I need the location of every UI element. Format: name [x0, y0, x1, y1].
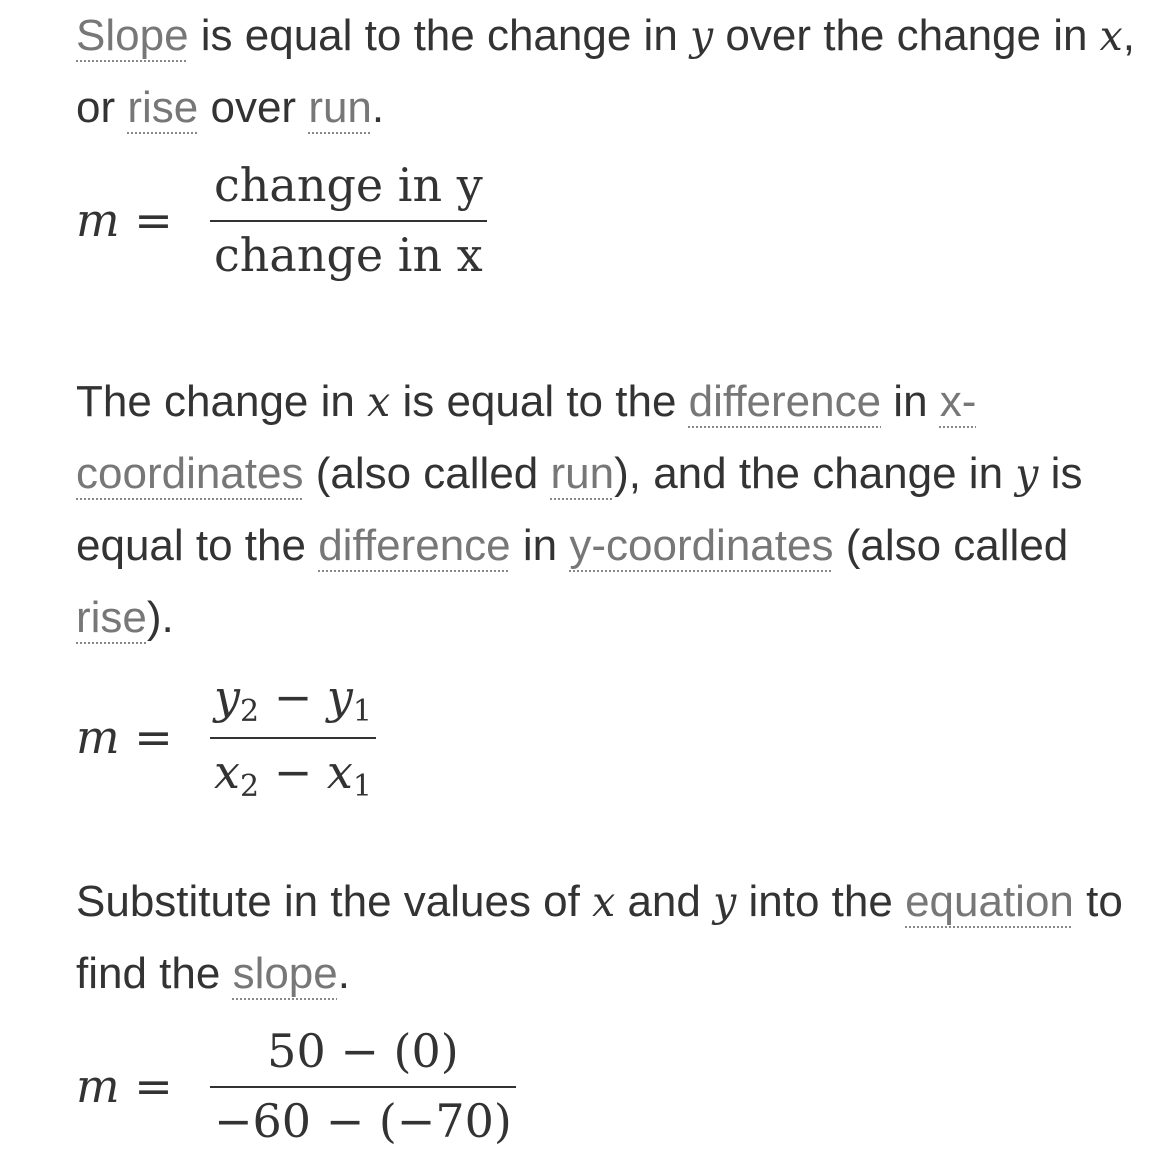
text-run: ).: [146, 593, 174, 642]
math-var-x: x: [214, 745, 240, 799]
minus-operator: −: [259, 670, 327, 724]
text-run: .: [371, 83, 385, 132]
fraction-numerator: [210, 670, 376, 729]
term-link-run[interactable]: run: [308, 83, 372, 132]
fraction-numerator: 50 − (0): [267, 1024, 459, 1078]
term-link-rise[interactable]: rise: [76, 593, 147, 642]
fraction-numerator: change in y: [214, 158, 483, 212]
fraction-bar: [210, 1086, 516, 1088]
text-run: Substitute in the values of: [76, 877, 593, 926]
term-link-equation[interactable]: equation: [905, 877, 1074, 926]
text-run: is equal to the: [390, 377, 689, 426]
paragraph-substitute-instruction: [76, 866, 1136, 1010]
term-link-run[interactable]: run: [550, 449, 615, 498]
text-run: over: [198, 83, 309, 132]
fraction-bar: [210, 220, 487, 222]
equation-slope-words: [76, 158, 487, 282]
text-run: , or: [76, 11, 1136, 132]
equation-lhs: [76, 710, 210, 764]
paragraph-change-explanation: [76, 366, 1136, 654]
fraction: [210, 670, 376, 804]
math-var-y: y: [1015, 450, 1039, 498]
math-var-m: m: [76, 710, 120, 764]
term-link-slope[interactable]: slope: [232, 949, 338, 998]
term-link-difference[interactable]: difference: [318, 521, 511, 570]
minus-operator: −: [259, 745, 327, 799]
subscript: 2: [240, 769, 260, 804]
equals-sign: =: [119, 1059, 173, 1113]
math-var-m: m: [76, 193, 120, 247]
text-run: (also called: [303, 449, 551, 498]
math-var-m: m: [76, 1059, 120, 1113]
term-link-rise[interactable]: rise: [127, 83, 199, 132]
math-var-x: x: [326, 745, 353, 799]
equation-lhs: [76, 193, 210, 247]
subscript: 1: [352, 694, 372, 729]
math-var-x: x: [592, 878, 616, 926]
text-run: The change in: [76, 377, 368, 426]
fraction: [210, 1024, 516, 1148]
math-var-x: x: [1099, 12, 1123, 60]
text-run: is equal to the change in: [188, 11, 691, 60]
text-run: to find the: [76, 877, 1123, 998]
equals-sign: =: [119, 710, 173, 764]
math-var-y: y: [214, 670, 240, 724]
paragraph-slope-definition: [76, 0, 1136, 144]
subscript: 1: [352, 769, 372, 804]
fraction-denominator: change in x: [214, 228, 483, 282]
equation-slope-formula: [76, 670, 376, 804]
equals-sign: =: [119, 193, 173, 247]
equation-substituted: [76, 1024, 516, 1148]
fraction-denominator: [210, 745, 376, 804]
term-link-y-coordinates[interactable]: y-coordinates: [569, 521, 834, 570]
math-var-y: y: [713, 878, 737, 926]
fraction-bar: [210, 737, 376, 739]
text-run: ), and the change in: [614, 449, 1016, 498]
fraction-denominator: −60 − (−70): [214, 1094, 512, 1148]
text-run: into the: [736, 877, 906, 926]
text-run: and: [615, 877, 714, 926]
subscript: 2: [240, 694, 260, 729]
term-link-difference[interactable]: difference: [688, 377, 882, 426]
text-run: in: [510, 521, 570, 570]
math-var-x: x: [367, 378, 391, 426]
math-var-y: y: [326, 670, 353, 724]
text-run: in: [881, 377, 940, 426]
text-run: is equal to the: [76, 449, 1083, 570]
text-run: (also called: [833, 521, 1069, 570]
text-run: .: [337, 949, 350, 998]
math-var-y: y: [690, 12, 714, 60]
text-run: over the change in: [713, 11, 1100, 60]
equation-lhs: [76, 1059, 210, 1113]
term-link-x-coordinates[interactable]: x-coordinates: [76, 377, 977, 498]
fraction: [210, 158, 487, 282]
term-link-slope[interactable]: Slope: [76, 11, 189, 60]
